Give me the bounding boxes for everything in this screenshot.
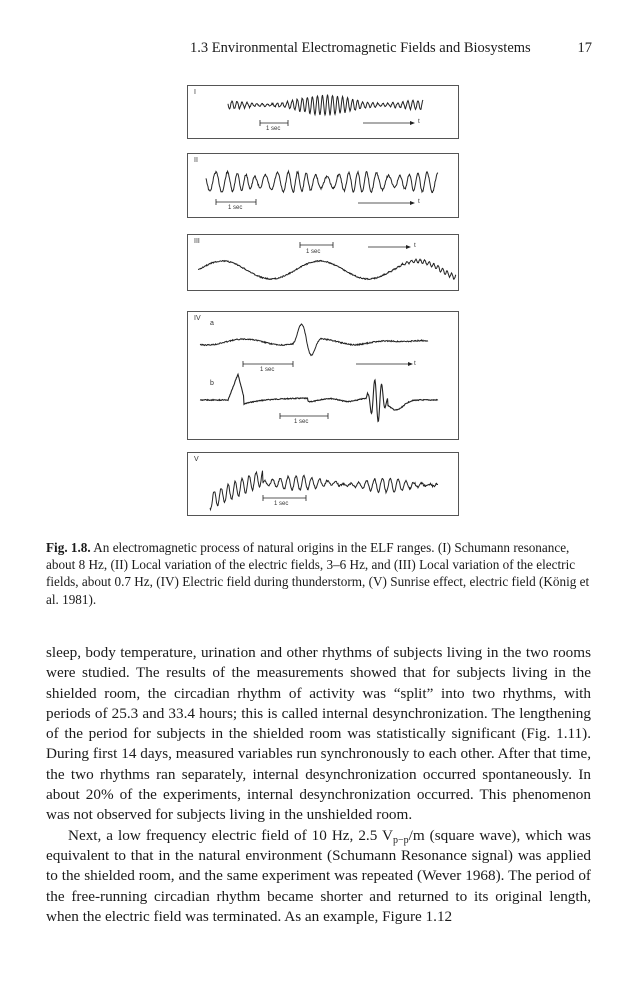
waveform-trace (206, 171, 438, 192)
panel-III (187, 234, 459, 291)
figure-caption (46, 539, 591, 608)
panel-label: II (194, 157, 198, 164)
waveform-trace (210, 471, 438, 510)
page-number: 17 (577, 40, 592, 56)
paragraph (46, 826, 591, 927)
time-label: t (414, 242, 416, 249)
panel-IV-plot (188, 312, 458, 439)
scale-label-a: 1 sec (260, 367, 275, 373)
panel-label: V (194, 456, 199, 463)
running-head (190, 40, 592, 57)
scale-label: 1 sec (266, 126, 281, 132)
time-label: t (418, 198, 420, 205)
scale-label-b: 1 sec (294, 419, 309, 425)
panel-I-plot (188, 86, 458, 138)
trace-b-label: b (210, 380, 214, 387)
caption-text: An electromagnetic process of natural origins in the ELF ranges. (I) Schumann resonance, about 8 Hz, (II) Local variation of the electric fields, 3–6 Hz, and (III) Local variation of the electric fields, about 0.7 Hz, (IV) Electric field during thunderstorm, (V) Sunrise effect, electric field (König et al. 1981). (46, 540, 590, 607)
section-title: 1.3 Environmental Electromagnetic Fields and Biosystems (190, 40, 531, 56)
panel-II (187, 153, 459, 218)
waveform-trace-b (200, 374, 438, 421)
panel-IV (187, 311, 459, 440)
caption-label: Fig. 1.8. (46, 540, 91, 555)
panel-V-plot (188, 453, 458, 515)
panel-label: I (194, 89, 196, 96)
panel-V (187, 452, 459, 516)
panel-III-plot (188, 235, 458, 290)
scale-label: 1 sec (306, 249, 321, 255)
scale-label: 1 sec (274, 501, 289, 507)
text-run: /m (square wave), which was equivalent to that in the natural environment (Schumann Resonance signal) was applied to the shielded room, and the same experiment was repeated (Wever 1968). The period of the free-running circadian rhythm became shorter and returned to its original length, when the electric field was terminated. As an example, Figure 1.12 (46, 826, 591, 925)
trace-a-label: a (210, 320, 214, 327)
panel-label: IV (194, 315, 201, 322)
body-text (46, 643, 591, 927)
text-run: Next, a low frequency electric field of 10 Hz, 2.5 V (68, 826, 394, 844)
time-label: t (414, 360, 416, 367)
scale-label: 1 sec (228, 205, 243, 211)
waveform-trace-a (200, 324, 428, 356)
panel-I (187, 85, 459, 139)
waveform-trace (228, 95, 423, 116)
paragraph: sleep, body temperature, urination and other rhythms of subjects living in the two rooms were studied. The results of the measurements showed that for subjects living in the shielded room, the circadian rhythm of activity was “split” into two rhythms, with periods of 25.3 and 33.4 hours; this is called internal desynchronization. The lengthening of the period for subjects in the shielded room was statistically significant (Fig. 1.11). During first 14 days, measured variables run synchronously to each other. After that time, the two rhythms ran separately, internal desynchronization occurred spontaneously. In about 20% of the experiments, internal desynchronization occurred. This phenomenon was not observed for subjects living in the unshielded room. (46, 644, 591, 824)
panel-label: III (194, 238, 200, 245)
subscript: p−p (393, 834, 409, 846)
time-label: t (418, 118, 420, 125)
waveform-trace (198, 259, 456, 279)
